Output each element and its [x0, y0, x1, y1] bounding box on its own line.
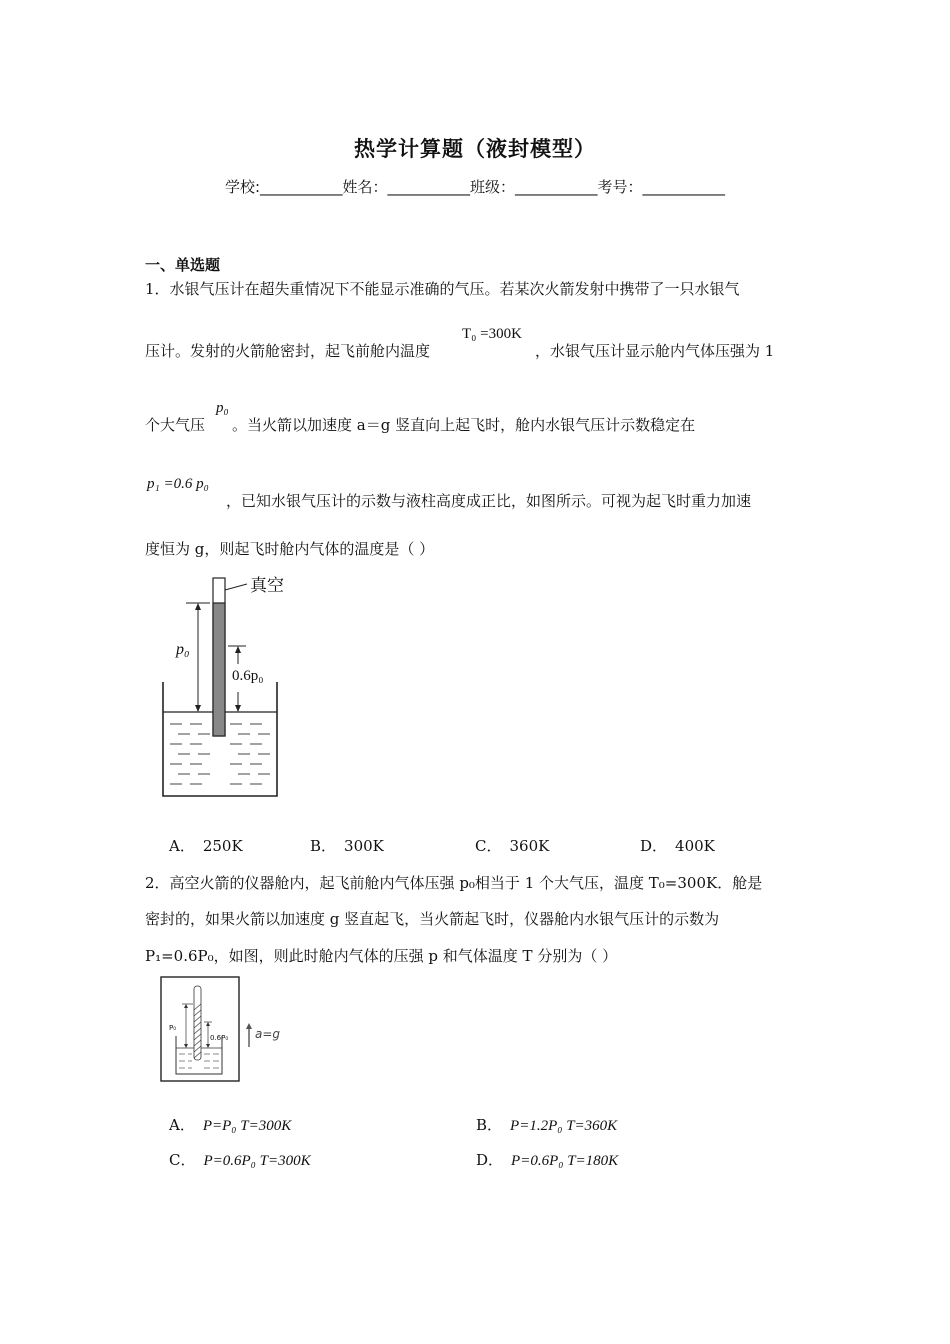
- q2-option-d[interactable]: D． P=0.6P₀ T=180K: [476, 1151, 619, 1169]
- q1-option-b[interactable]: B． 300K: [310, 837, 384, 855]
- q2-option-b[interactable]: B． P=1.2P₀ T=360K: [476, 1116, 618, 1134]
- section-heading: 一、单选题: [145, 256, 221, 274]
- page-title: 热学计算题（液封模型）: [354, 136, 596, 161]
- q1-option-d[interactable]: D． 400K: [640, 837, 715, 855]
- q2-fig-acc-label: a=g: [255, 1027, 281, 1041]
- q2-acceleration-arrow: [244, 1022, 254, 1048]
- q1-option-a[interactable]: A． 250K: [169, 837, 243, 855]
- q2-line-3: P₁=0.6P₀，如图，则此时舱内气体的压强 p 和气体温度 T 分别为（ ）: [145, 947, 618, 965]
- q1-line-2a: 压计。发射的火箭舱密封，起飞前舱内温度: [145, 342, 431, 360]
- q1-line-2b: ，水银气压计显示舱内气体压强为 1: [535, 342, 775, 360]
- q1-eq-p0: p₀: [216, 400, 229, 416]
- q1-barometer-figure: [150, 570, 300, 800]
- q2-option-c[interactable]: C． P=0.6P₀ T=300K: [169, 1151, 311, 1169]
- q1-eq-t0: T₀ =300K: [462, 326, 522, 342]
- q1-line-3a: 个大气压: [145, 416, 206, 434]
- q1-line-5: 度恒为 g，则起飞时舱内气体的温度是（ ）: [145, 540, 435, 558]
- q1-line-3b: 。当火箭以加速度 a＝g 竖直向上起飞时，舱内水银气压计示数稳定在: [232, 416, 696, 434]
- q1-line-4b: ，已知水银气压计的示数与液柱高度成正比，如图所示。可视为起飞时重力加速: [226, 492, 752, 510]
- q2-line-2: 密封的，如果火箭以加速度 g 竖直起飞，当火箭起飞时，仪器舱内水银气压计的示数为: [145, 910, 720, 928]
- q1-fig-vacuum-label: 真空: [250, 576, 284, 596]
- q1-line-1: 1．水银气压计在超失重情况下不能显示准确的气压。若某次火箭发射中携带了一只水银气: [145, 280, 740, 298]
- q2-option-a[interactable]: A． P=P₀ T=300K: [169, 1116, 292, 1134]
- q1-fig-p0-label: p₀: [176, 641, 190, 658]
- q1-option-c[interactable]: C． 360K: [475, 837, 550, 855]
- q2-line-1: 2．高空火箭的仪器舱内，起飞前舱内气体压强 p₀相当于 1 个大气压，温度 T₀=300K．舱是: [145, 874, 763, 892]
- q2-fig-p0-label: P₀: [169, 1024, 177, 1032]
- q2-fig-p06-label: 0.6P₀: [210, 1034, 229, 1042]
- q1-eq-p1: p₁ =0.6 p₀: [147, 476, 209, 492]
- q1-fig-p06-label: 0.6p₀: [232, 668, 264, 684]
- student-info-line: 学校:___________姓名：___________班级：___________考号：___________: [224, 178, 726, 196]
